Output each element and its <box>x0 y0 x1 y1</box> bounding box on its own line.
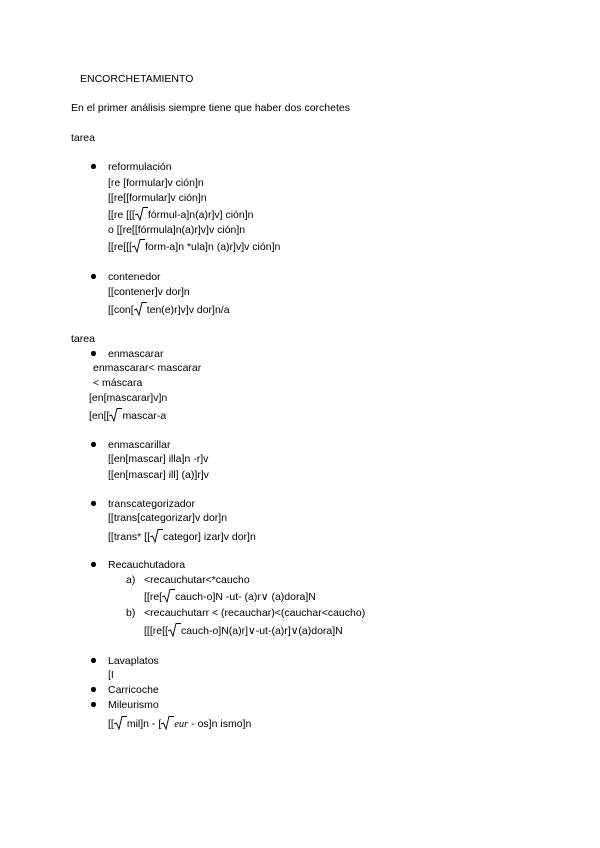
etymology-line: <recauchutar<*caucho <box>144 574 250 586</box>
page-title: ENCORCHETAMIENTO <box>80 73 194 85</box>
structure-line: enmascarar< mascarar <box>93 362 202 374</box>
bullet-icon <box>91 351 96 356</box>
structure-line: < máscara <box>93 377 143 389</box>
root-icon <box>132 239 145 253</box>
item-reformulacion: reformulación <box>108 161 172 173</box>
structure-line: [[re[[formular]v ción]n <box>108 192 207 204</box>
structure-line: [I <box>108 669 114 681</box>
item-mileurismo: Mileurismo <box>108 699 159 711</box>
structure-line: [[re[[[ form-a]n *ula]n (a)r]v]v ción]n <box>108 241 281 253</box>
item-lavaplatos: Lavaplatos <box>108 655 159 667</box>
section-heading-2: tarea <box>71 333 95 345</box>
item-carricoche: Carricoche <box>108 684 159 696</box>
bullet-icon <box>91 687 96 692</box>
bullet-icon <box>91 442 96 447</box>
item-recauchutadora: Recauchutadora <box>108 559 186 571</box>
bullet-icon <box>91 164 96 169</box>
root-icon <box>109 408 122 422</box>
structure-line: o [[re[[fórmula]n(a)r]v]v ción]n <box>108 224 246 236</box>
root-icon <box>168 623 181 637</box>
root-icon <box>161 716 174 730</box>
bullet-icon <box>91 501 96 506</box>
root-icon <box>162 589 175 603</box>
root-icon <box>114 716 127 730</box>
bullet-icon <box>91 658 96 663</box>
bullet-icon <box>91 562 96 567</box>
intro-text: En el primer análisis siempre tiene que haber dos corchetes <box>71 102 350 114</box>
etymology-line: <recauchutarr < (recauchar)<(cauchar<caucho) <box>144 607 366 619</box>
structure-line: [en[mascarar]v]n <box>89 392 168 404</box>
structure-line: [[trans[categorizar]v dor]n <box>108 512 228 524</box>
bullet-icon <box>91 274 96 279</box>
root-icon <box>150 529 163 543</box>
item-contenedor: contenedor <box>108 271 161 283</box>
structure-line: [[re [[[ fórmul-a]n(a)r]v] ción]n <box>108 209 254 221</box>
item-enmascarar: enmascarar <box>108 348 164 360</box>
structure-line: [[trans* [[ categor] izar]v dor]n <box>108 531 256 543</box>
structure-line: [[en[mascar] ill] (a)]r]v <box>108 469 209 481</box>
root-icon <box>135 207 148 221</box>
bullet-icon <box>91 702 96 707</box>
structure-line: [[[re[[ cauch-o]N(a)r]∨-ut-(a)r]∨(a)dora]N <box>144 625 343 637</box>
option-marker: a) <box>126 574 136 586</box>
option-marker: b) <box>126 607 136 619</box>
structure-line: [re [formular]v ción]n <box>108 177 204 189</box>
structure-line: [[en[mascar] illa]n -r]v <box>108 453 209 465</box>
structure-line: [[re[ cauch-o]N -ut- (a)r∨ (a)dora]N <box>144 591 316 603</box>
structure-line: [[ mil]n - [ eur - os]n ismo]n <box>108 718 252 730</box>
item-transcategorizador: transcategorizador <box>108 498 195 510</box>
item-enmascarillar: enmascarillar <box>108 439 171 451</box>
structure-line: [en[[ mascar-a <box>89 410 167 422</box>
structure-line: [[contener]v dor]n <box>108 286 190 298</box>
root-icon <box>134 302 147 316</box>
structure-line: [[con[ ten(e)r]v]v dor]n/a <box>108 304 230 316</box>
section-heading-1: tarea <box>71 132 95 144</box>
